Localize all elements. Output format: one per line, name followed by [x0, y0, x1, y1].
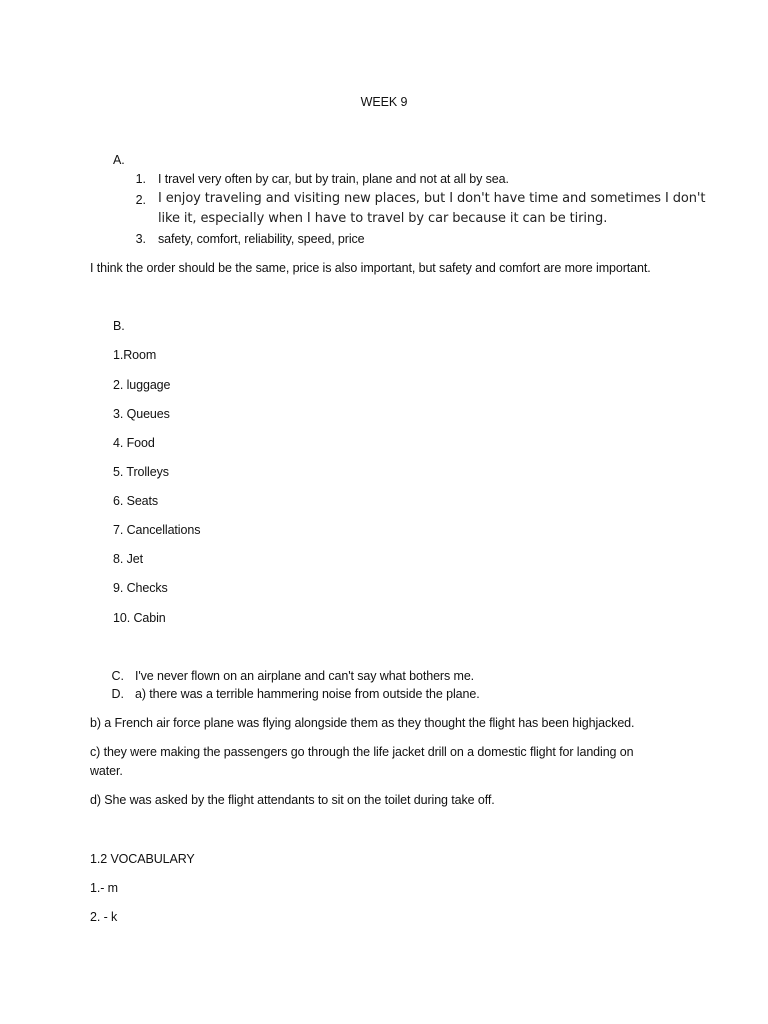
section-d-answer-a: a) there was a terrible hammering noise from outside the plane. — [135, 687, 480, 701]
section-d-answer-c-line-2: water. — [90, 764, 123, 778]
section-b-label: B. — [113, 319, 125, 333]
section-a-item-2-line-1: I enjoy traveling and visiting new places, but I don't have time and sometimes I don't — [158, 191, 706, 206]
section-b-item-7: 7. Cancellations — [113, 523, 201, 537]
section-a-item-3-text: safety, comfort, reliability, speed, price — [158, 232, 365, 246]
section-b-item-10: 10. Cabin — [113, 611, 166, 625]
vocabulary-heading: 1.2 VOCABULARY — [90, 852, 195, 866]
section-d-answer-c-line-1: c) they were making the passengers go through the life jacket drill on a domestic flight for landing on — [90, 745, 634, 759]
section-b-item-3: 3. Queues — [113, 407, 170, 421]
section-b-item-9: 9. Checks — [113, 581, 168, 595]
section-c-text: I've never flown on an airplane and can't say what bothers me. — [135, 669, 475, 683]
section-b-item-4: 4. Food — [113, 436, 155, 450]
section-a-item-3-number: 3. — [135, 232, 146, 246]
section-b-item-5: 5. Trolleys — [113, 465, 169, 479]
vocabulary-item-1: 1.- m — [90, 881, 118, 895]
section-d-label: D. — [111, 687, 124, 701]
section-a-item-1-text: I travel very often by car, but by train, plane and not at all by sea. — [158, 172, 509, 186]
section-a-label: A. — [113, 153, 125, 167]
section-b-item-1: 1.Room — [113, 348, 157, 362]
section-d-answer-b: b) a French air force plane was flying alongside them as they thought the flight has been highjacked. — [90, 716, 635, 730]
vocabulary-item-2: 2. - k — [90, 910, 118, 924]
section-a-note: I think the order should be the same, price is also important, but safety and comfort are more important. — [90, 261, 651, 275]
section-a-item-2-line-2: like it, especially when I have to travel by car because it can be tiring. — [158, 211, 608, 226]
section-a-item-2-number: 2. — [135, 193, 146, 207]
section-d-answer-d: d) She was asked by the flight attendants to sit on the toilet during take off. — [90, 793, 495, 807]
section-b-item-2: 2. luggage — [113, 378, 171, 392]
section-c-label: C. — [111, 669, 124, 683]
section-b-item-8: 8. Jet — [113, 552, 143, 566]
section-b-item-6: 6. Seats — [113, 494, 159, 508]
page-title: WEEK 9 — [360, 95, 408, 109]
section-a-item-1-number: 1. — [135, 172, 146, 186]
